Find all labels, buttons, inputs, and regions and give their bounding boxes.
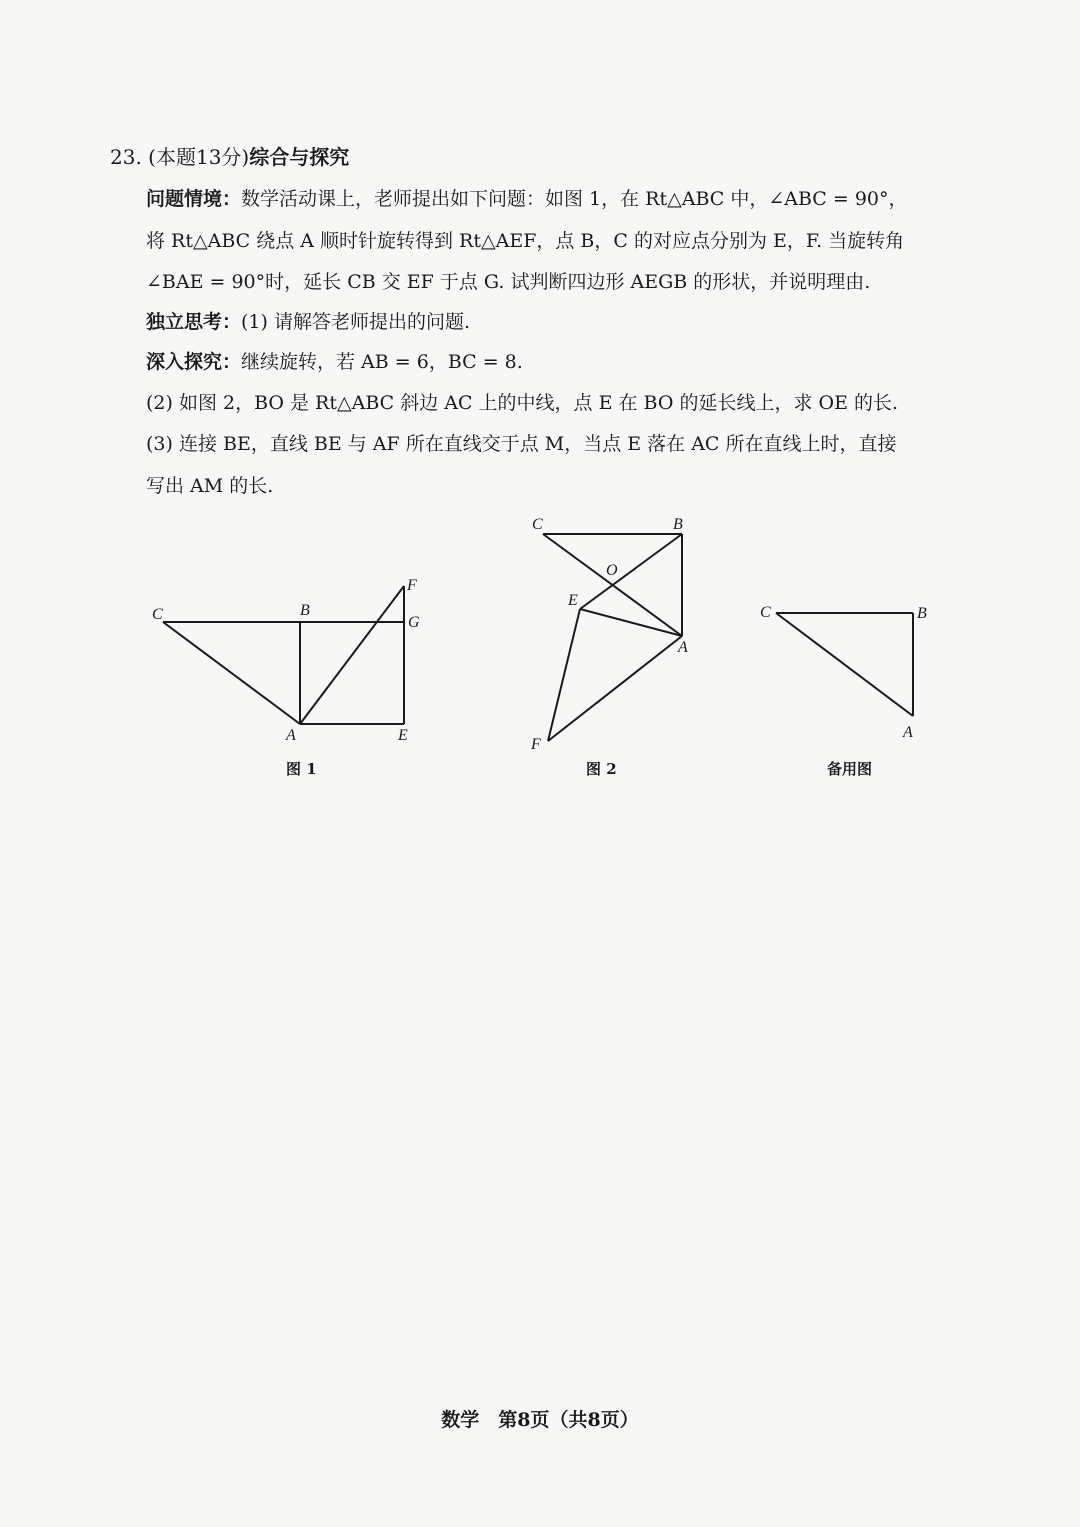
figure-1-labels <box>152 577 420 744</box>
figure-3-caption: 备用图 <box>827 760 873 778</box>
label-B: B <box>300 602 310 619</box>
figure-3 <box>776 613 913 716</box>
label-C: C <box>152 606 163 623</box>
segment-CA <box>163 622 300 724</box>
figures-area <box>0 500 1080 800</box>
label-C: C <box>760 604 771 621</box>
segment-FA <box>548 636 682 741</box>
label-F: F <box>407 577 417 594</box>
line-text: (1) 请解答老师提出的问题. <box>241 311 471 333</box>
question-title: 综合与探究 <box>249 145 350 169</box>
label-B: B <box>673 516 683 533</box>
figure-2-caption: 图 2 <box>586 760 617 778</box>
line-text: 写出 AM 的长. <box>146 475 274 497</box>
figure-1 <box>163 586 404 724</box>
question-header <box>110 143 349 171</box>
line-text: 将 Rt△ABC 绕点 A 顺时针旋转得到 Rt△AEF，点 B，C 的对应点分别为 E，F. 当旋转角 <box>146 230 905 252</box>
segment-EF <box>548 609 580 741</box>
line-text: 继续旋转，若 AB = 6，BC = 8. <box>241 351 523 373</box>
figures-svg <box>0 500 1080 800</box>
line-text: ∠BAE = 90°时，延长 CB 交 EF 于点 G. 试判断四边形 AEGB 的形状，并说明理由. <box>146 271 871 293</box>
label-E: E <box>398 727 408 744</box>
body-line-5 <box>146 348 523 376</box>
question-number: 23. <box>110 145 142 169</box>
label-O: O <box>606 562 618 579</box>
label-E: E <box>568 592 578 609</box>
line-text: 数学活动课上，老师提出如下问题：如图 1，在 Rt△ABC 中，∠ABC = 90°， <box>241 188 908 210</box>
label-A: A <box>678 639 688 656</box>
body-line-2 <box>146 227 904 255</box>
label-F: F <box>531 736 541 753</box>
body-line-7 <box>146 430 897 458</box>
label-A: A <box>903 724 913 741</box>
body-line-4 <box>146 308 470 336</box>
section-label: 独立思考： <box>146 311 242 333</box>
line-text: (3) 连接 BE，直线 BE 与 AF 所在直线交于点 M，当点 E 落在 AC 所在直线上时，直接 <box>146 433 897 455</box>
body-line-8 <box>146 472 273 500</box>
section-label: 问题情境： <box>146 188 242 210</box>
question-points: (本题13分) <box>148 145 250 169</box>
page-footer: 数学 第8页（共8页） <box>441 1409 639 1431</box>
segment-EA <box>580 609 682 636</box>
label-A: A <box>286 727 296 744</box>
segment-AF <box>300 586 404 724</box>
body-line-1 <box>146 185 908 213</box>
figure-3-labels <box>760 604 927 741</box>
label-B: B <box>917 605 927 622</box>
body-line-6 <box>146 389 898 417</box>
label-C: C <box>532 516 543 533</box>
segment-CA <box>776 613 913 716</box>
label-G: G <box>408 614 420 631</box>
line-text: (2) 如图 2，BO 是 Rt△ABC 斜边 AC 上的中线，点 E 在 BO 的延长线上，求 OE 的长. <box>146 392 899 414</box>
figure-1-caption: 图 1 <box>286 760 317 778</box>
section-label: 深入探究： <box>146 351 242 373</box>
body-line-3 <box>146 268 870 296</box>
